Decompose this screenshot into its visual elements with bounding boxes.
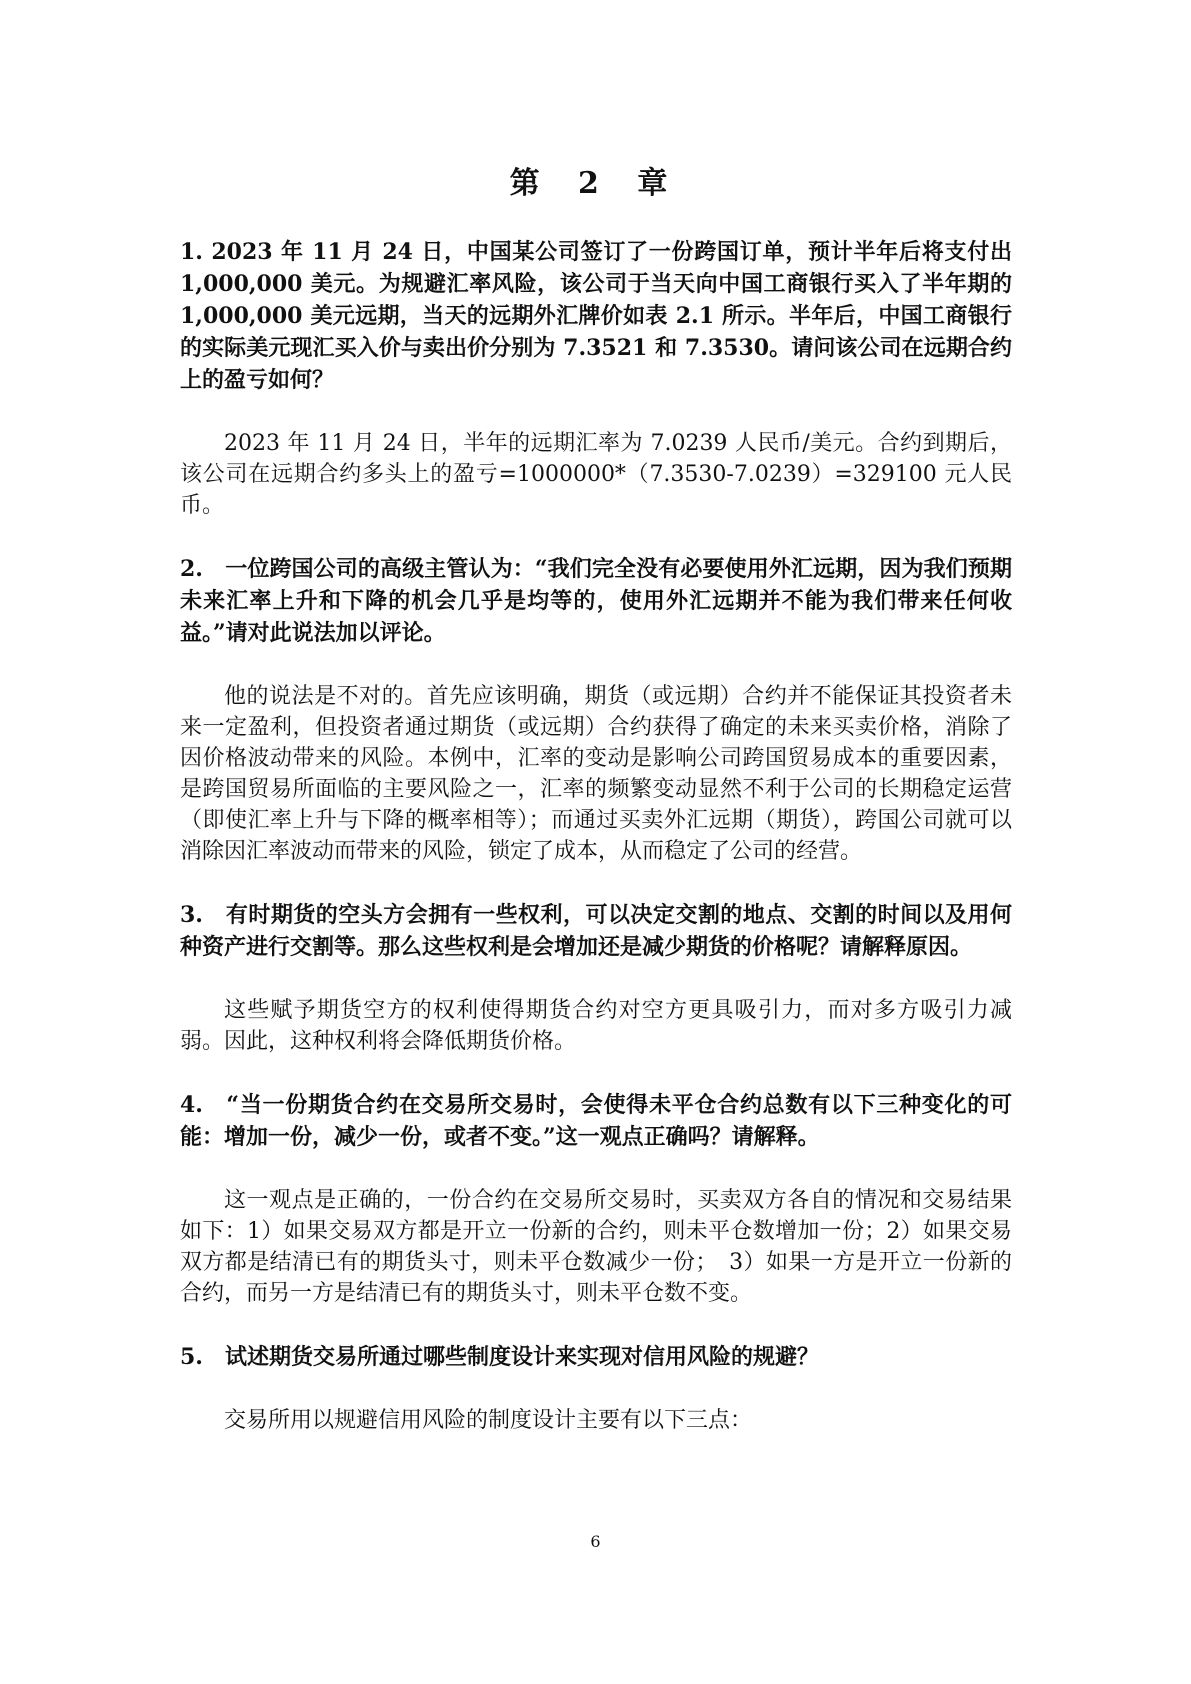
question-5: 5. 试述期货交易所通过哪些制度设计来实现对信用风险的规避？ (180, 1344, 819, 1370)
answer-5: 交易所用以规避信用风险的制度设计主要有以下三点： (224, 1408, 753, 1433)
page-number: 6 (590, 1532, 601, 1551)
answer-3: 这些赋予期货空方的权利使得期货合约对空方更具吸引力，而对多方吸引力减弱。因此，这种权利将会降低期货价格。 (180, 998, 1012, 1054)
answer-2: 他的说法是不对的。首先应该明确，期货（或远期）合约并不能保证其投资者未来一定盈利，但投资者通过期货（或远期）合约获得了确定的未来买卖价格，消除了因价格波动带来的风险。本例中，汇率的变动是影响公司跨国贸易成本的重要因素，是跨国贸易所面临的主要风险之一，汇率的频繁变动显然不利于公司的长期稳定运营（即使汇率上升与下降的概率相等）；而通过买卖外汇远期（期货），跨国公司就可以消除因汇率波动而带来的风险，锁定了成本，从而稳定了公司的经营。 (180, 684, 1012, 864)
question-4: 4. “当一份期货合约在交易所交易时，会使得未平仓合约总数有以下三种变化的可能：增加一份，减少一份，或者不变。”这一观点正确吗？请解释。 (180, 1092, 1012, 1150)
chapter-title: 第 2 章 (509, 166, 682, 201)
question-2: 2. 一位跨国公司的高级主管认为：“我们完全没有必要使用外汇远期，因为我们预期未来汇率上升和下降的机会几乎是均等的，使用外汇远期并不能为我们带来任何收益。”请对此说法加以评论。 (180, 556, 1012, 646)
answer-1: 2023 年 11 月 24 日，半年的远期汇率为 7.0239 人民币/美元。合约到期后，该公司在远期合约多头上的盈亏=1000000*（7.3530-7.0239）=329100 元人民币。 (180, 431, 1012, 518)
question-1: 1. 2023 年 11 月 24 日，中国某公司签订了一份跨国订单，预计半年后将支付出 1,000,000 美元。为规避汇率风险，该公司于当天向中国工商银行买入了半年期的 1,000,000 美元远期，当天的远期外汇牌价如表 2.1 所示。半年后，中国工商银行的实际美元现汇买入价与卖出价分别为 7.3521 和 7.3530。请问该公司在远期合约上的盈亏如何？ (180, 239, 1012, 393)
answer-4: 这一观点是正确的，一份合约在交易所交易时，买卖双方各自的情况和交易结果如下：1）如果交易双方都是开立一份新的合约，则未平仓数增加一份；2）如果交易双方都是结清已有的期货头寸，则未平仓数减少一份； 3）如果一方是开立一份新的合约，而另一方是结清已有的期货头寸，则未平仓数不变。 (180, 1188, 1012, 1306)
question-3: 3. 有时期货的空头方会拥有一些权利，可以决定交割的地点、交割的时间以及用何种资产进行交割等。那么这些权利是会增加还是减少期货的价格呢？请解释原因。 (180, 902, 1012, 960)
content-body (180, 236, 1012, 1468)
